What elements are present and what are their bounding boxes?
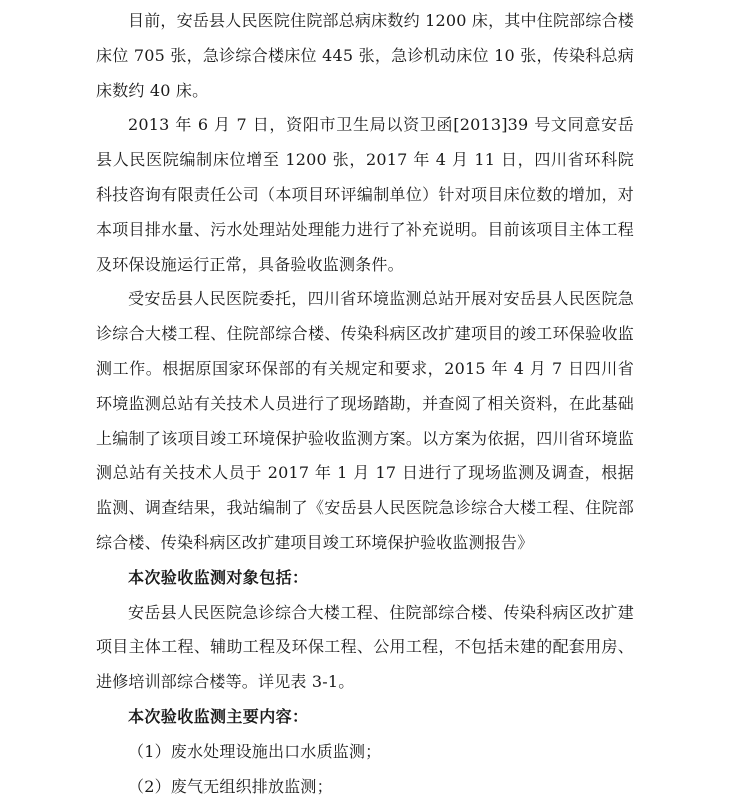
- paragraph-bed-count: 目前，安岳县人民医院住院部总病床数约 1200 床，其中住院部综合楼床位 705 张，急诊综合楼床位 445 张，急诊机动床位 10 张，传染科总病床数约 40 床。: [96, 11, 634, 100]
- paragraph-commission: 受安岳县人民医院委托，四川省环境监测总站开展对安岳县人民医院急诊综合大楼工程、住院部综合楼、传染科病区改扩建项目的竣工环保验收监测工作。根据原国家环保部的有关规定和要求，2015 年 4 月 7 日四川省环境监测总站有关技术人员进行了现场踏勘，并查阅了相关资料，在此基础上编制了该项目竣工环境保护验收监测方案。以方案为依据，四川省环境监测总站有关技术人员于 2017 年 1 月 17 日进行了现场监测及调查，根据监测、调查结果，我站编制了《安岳县人民医院急诊综合大楼工程、住院部综合楼、传染科病区改扩建项目竣工环境保护验收监测报告》: [96, 289, 634, 552]
- scope-heading: 本次验收监测对象包括：: [128, 567, 309, 587]
- content-heading: 本次验收监测主要内容：: [128, 706, 309, 726]
- list-item-exhaust: （2）废气无组织排放监测；: [128, 776, 333, 796]
- paragraph-scope: 安岳县人民医院急诊综合大楼工程、住院部综合楼、传染科病区改扩建项目主体工程、辅助工程及环保工程、公用工程，不包括未建的配套用房、进修培训部综合楼等。详见表 3-1。: [96, 602, 634, 692]
- list-item-wastewater: （1）废水处理设施出口水质监测；: [128, 741, 382, 761]
- document-page: [96, 4, 634, 804]
- paragraph-bed-approval: 2013 年 6 月 7 日，资阳市卫生局以资卫函[2013]39 号文同意安岳县人民医院编制床位增至 1200 张，2017 年 4 月 11 日，四川省环科院科技咨询有限责任公司（本项目环评编制单位）针对项目床位数的增加，对本项目排水量、污水处理站处理能力进行了补充说明。目前该项目主体工程及环保设施运行正常，具备验收监测条件。: [96, 115, 634, 274]
